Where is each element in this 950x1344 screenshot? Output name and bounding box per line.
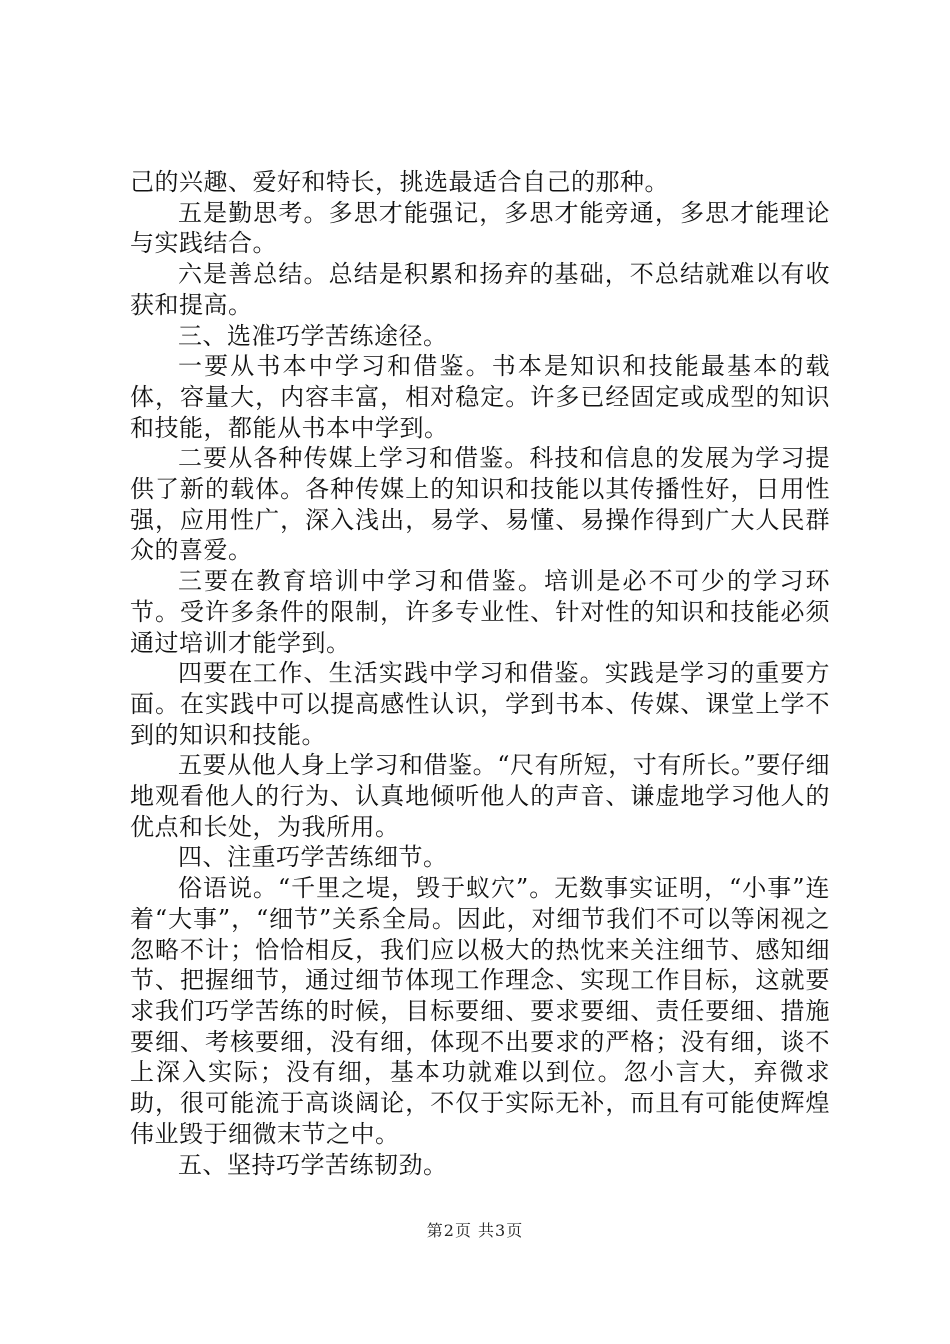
paragraph: 三要在教育培训中学习和借鉴。培训是必不可少的学习环节。受许多条件的限制，许多专业性、针对性的知识和技能必须通过培训才能学到。 bbox=[130, 567, 830, 657]
paragraph: 五是勤思考。多思才能强记，多思才能旁通，多思才能理论与实践结合。 bbox=[130, 198, 830, 258]
paragraph: 四要在工作、生活实践中学习和借鉴。实践是学习的重要方面。在实践中可以提高感性认识，学到书本、传媒、课堂上学不到的知识和技能。 bbox=[130, 659, 830, 749]
paragraph: 一要从书本中学习和借鉴。书本是知识和技能最基本的载体，容量大，内容丰富，相对稳定。许多已经固定或成型的知识和技能，都能从书本中学到。 bbox=[130, 352, 830, 442]
paragraph: 己的兴趣、爱好和特长，挑选最适合自己的那种。 bbox=[130, 168, 669, 196]
paragraph: 四、注重巧学苦练细节。 bbox=[178, 843, 448, 872]
paragraph: 俗语说。“千里之堤，毁于蚁穴”。无数事实证明，“小事”连着“大事”，“细节”关系全局。因此，对细节我们不可以等闲视之忽略不计；恰恰相反，我们应以极大的热忱来关注细节、感知细节、把握细节，通过细节体现工作理念、实现工作目标，这就要求我们巧学苦练的时候，目标要细、要求要细、责任要细、措施要细、考核要细，没有细，体现不出要求的严格；没有细，谈不上深入实际；没有细，基本功就难以到位。忽小言大，弃微求助，很可能流于高谈阔论，不仅于实际无补，而且有可能使辉煌伟业毁于细微末节之中。 bbox=[130, 874, 830, 1148]
paragraph: 二要从各种传媒上学习和借鉴。科技和信息的发展为学习提供了新的载体。各种传媒上的知识和技能以其传播性好，日用性强，应用性广，深入浅出，易学、易懂、易操作得到广大人民群众的喜爱。 bbox=[130, 444, 830, 565]
paragraph: 三、选准巧学苦练途径。 bbox=[178, 321, 448, 350]
paragraph: 六是善总结。总结是积累和扬弃的基础，不总结就难以有收获和提高。 bbox=[130, 260, 830, 319]
document-body bbox=[130, 167, 830, 1180]
paragraph: 五要从他人身上学习和借鉴。“尺有所短，寸有所长。”要仔细地观看他人的行为、认真地倾听他人的声音、谦虚地学习他人的优点和长处，为我所用。 bbox=[130, 751, 830, 841]
page-footer: 第2页 共3页 bbox=[426, 1221, 524, 1240]
paragraph: 五、坚持巧学苦练韧劲。 bbox=[178, 1150, 448, 1179]
